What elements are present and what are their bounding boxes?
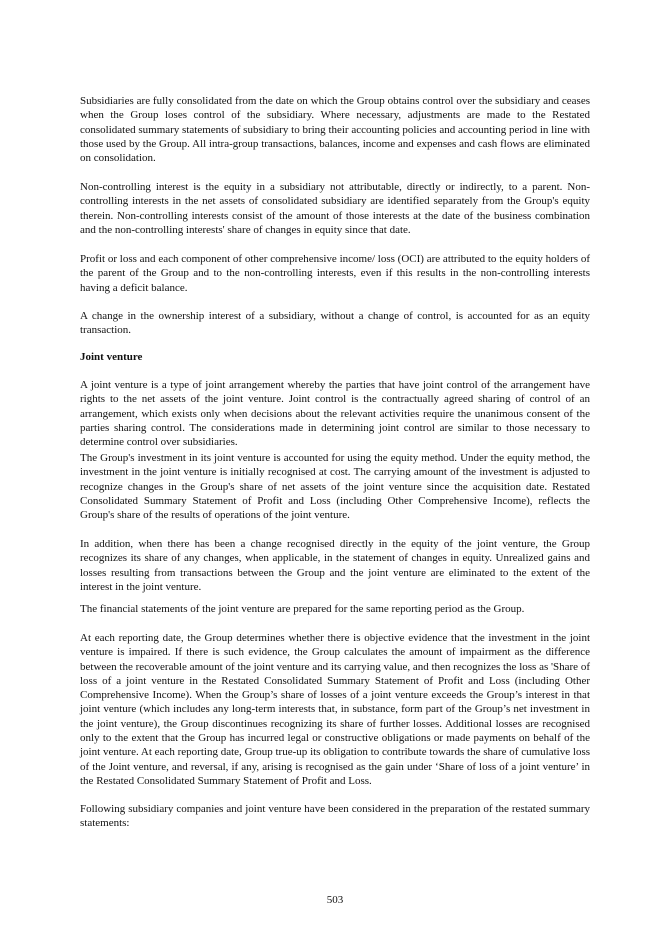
paragraph-subsidiaries-consolidation: Subsidiaries are fully consolidated from the date on which the Group obtains control over the subsidiary and ceases when the Group loses control of the subsidiary. Where necessary, adjustments are made to the Restated consolidated summary statements of subsidiary to bring their accounting policies and accounting period in line with those used by the Group. All intra-group transactions, balances, income and expenses and cash flows are eliminated on consolidation. — [80, 95, 590, 165]
paragraph-ownership-change: A change in the ownership interest of a subsidiary, without a change of control, is accounted for as an equity transaction. — [80, 310, 590, 337]
paragraph-joint-venture-definition: A joint venture is a type of joint arrangement whereby the parties that have joint control of the arrangement have rights to the net assets of the joint venture. Joint control is the contractually agreed sharing of control of an arrangement, which exists only when decisions about the relevant activities require the unanimous consent of the parties sharing control. The considerations made in determining joint control are similar to those necessary to determine control over subsidiaries. — [80, 379, 590, 449]
paragraph-profit-loss-oci: Profit or loss and each component of other comprehensive income/ loss (OCI) are attributed to the equity holders of the parent of the Group and to the non-controlling interests, even if this results in the non-controlling interests having a deficit balance. — [80, 253, 590, 294]
page-number: 503 — [326, 894, 344, 906]
paragraph-following-subsidiaries: Following subsidiary companies and joint venture have been considered in the preparation of the restated summary statements: — [80, 803, 590, 830]
paragraph-changes-in-equity: In addition, when there has been a change recognised directly in the equity of the joint venture, the Group recognizes its share of any changes, when applicable, in the statement of changes in equity. Unrealized gains and losses resulting from transactions between the Group and the joint venture are eliminated to the extent of the interest in the joint venture. — [80, 538, 590, 593]
section-heading-joint-venture: Joint venture — [80, 351, 143, 363]
paragraph-equity-method: The Group's investment in its joint venture is accounted for using the equity method. Under the equity method, the investment in the joint venture is initially recognised at cost. The carrying amount of the investment is adjusted to recognize changes in the Group's share of net assets of the joint venture since the acquisition date. Restated Consolidated Summary Statement of Profit and Loss (including Other Comprehensive Income), reflects the Group's share of the results of operations of the joint venture. — [80, 452, 590, 522]
paragraph-impairment: At each reporting date, the Group determines whether there is objective evidence that the investment in the joint venture is impaired. If there is such evidence, the Group calculates the amount of impairment as the difference between the recoverable amount of the joint venture and its carrying value, and then recognizes the loss as 'Share of loss of a joint venture in the Restated Consolidated Summary Statement of Profit and Loss (including Other Comprehensive Income). When the Group’s share of losses of a joint venture exceeds the Group’s interest in that joint venture (which includes any long-term interests that, in substance, form part of the Group’s net investment in the joint venture), the Group discontinues recognizing its share of further losses. Additional losses are recognised only to the extent that the Group has incurred legal or constructive obligations or made payments on behalf of the joint venture. At each reporting date, Group true-up its obligation to contribute towards the share of cumulative loss of the Joint venture, and reversal, if any, arising is recognised as the gain under ‘Share of loss of a joint venture’ in the Restated Consolidated Summary Statement of Profit and Loss. — [80, 632, 590, 787]
paragraph-non-controlling-interest: Non-controlling interest is the equity in a subsidiary not attributable, directly or indirectly, to a parent. Non-controlling interests in the net assets of consolidated subsidiary are identified separately from the Group's equity therein. Non-controlling interests consist of the amount of those interests at the date of the business combination and the non-controlling interests' share of changes in equity since that date. — [80, 181, 590, 236]
paragraph-reporting-period: The financial statements of the joint venture are prepared for the same reporting period as the Group. — [80, 603, 525, 615]
